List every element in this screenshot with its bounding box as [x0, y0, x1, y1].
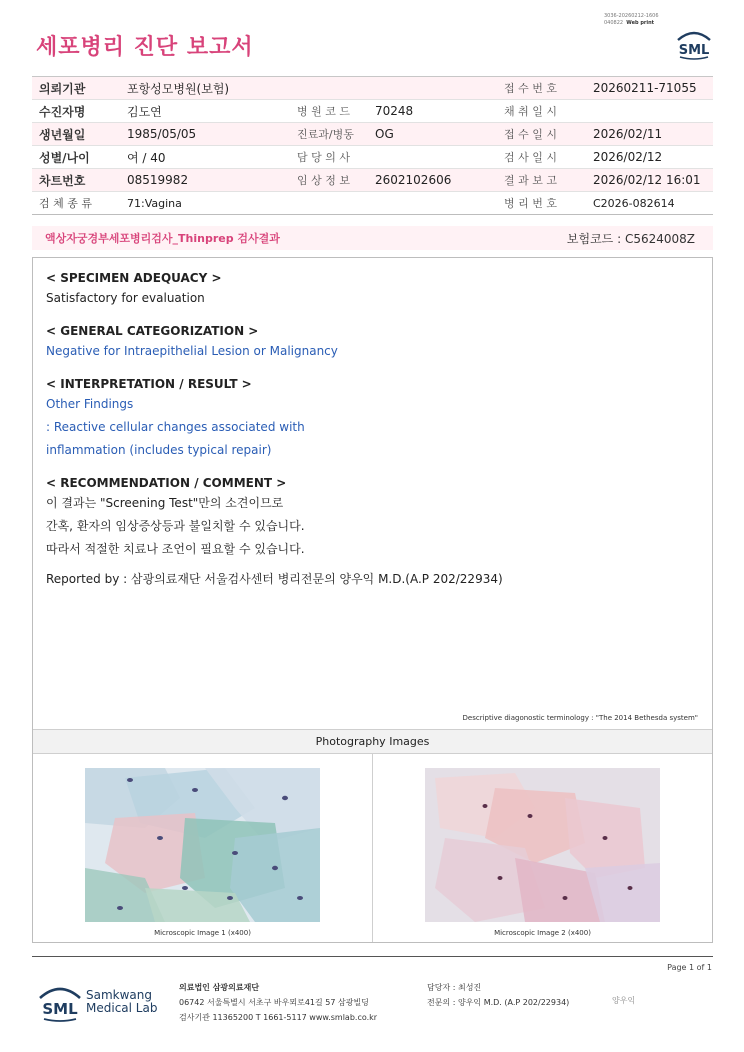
photo-cell-1 — [33, 754, 373, 942]
info-value: 08519982 — [127, 173, 189, 187]
image-2-caption: Microscopic Image 2 (x400) — [494, 929, 591, 937]
exam-title-bar — [32, 226, 713, 250]
info-label: 생년월일 — [39, 127, 86, 142]
interpretation-line: Other Findings — [46, 397, 134, 411]
print-mode: Web print — [626, 20, 655, 26]
recommendation-line: 따라서 적절한 치료나 조언이 필요할 수 있습니다. — [46, 542, 305, 556]
footer-logo-text: SML — [42, 1000, 78, 1018]
info-value — [375, 146, 499, 168]
page-number: Page 1 of 1 — [667, 963, 712, 972]
info-value: 2026/02/11 — [593, 127, 663, 141]
photo-cell-2 — [373, 754, 712, 942]
print-code-line1: 3036-20260212-1606 — [604, 13, 659, 19]
logo-text: SML — [678, 43, 710, 58]
corp-name: 의료법인 삼광의료재단 — [179, 983, 260, 992]
terminology-note: Descriptive diagonostic terminology : "The 2014 Bethesda system" — [462, 714, 698, 722]
info-label: 진료과/병동 — [297, 128, 354, 141]
info-label: 수진자명 — [39, 104, 86, 119]
interpretation-line: : Reactive cellular changes associated with — [46, 420, 305, 434]
info-label: 접 수 일 시 — [504, 128, 557, 141]
adequacy-heading: < SPECIMEN ADEQUACY > — [46, 271, 222, 285]
sml-logo-icon — [674, 28, 714, 60]
info-value: C2026-082614 — [593, 196, 675, 210]
recommendation-line: 이 결과는 "Screening Test"만의 소견이므로 — [46, 496, 284, 510]
category-heading: < GENERAL CATEGORIZATION > — [46, 324, 259, 338]
info-row — [32, 123, 713, 146]
footer-corp-info — [179, 980, 377, 1025]
print-code-line2: 040822 — [604, 20, 624, 26]
info-value: 2602102606 — [375, 173, 452, 187]
info-value — [593, 100, 713, 122]
info-label: 의뢰기관 — [39, 81, 86, 96]
info-label — [280, 77, 375, 99]
result-box — [32, 257, 713, 943]
info-row — [32, 192, 713, 215]
brand-line-2: Medical Lab — [86, 1001, 158, 1015]
info-value: 김도연 — [127, 104, 162, 119]
patient-info-table — [32, 76, 713, 215]
info-value: 20260211-71055 — [593, 81, 697, 95]
reported-by: Reported by : 삼광의료재단 서울검사센터 병리전문의 양우익 M.D.(A.P 202/22934) — [46, 572, 503, 586]
info-value: 1985/05/05 — [127, 127, 197, 141]
info-value: 여 / 40 — [127, 150, 166, 165]
corp-contact: 검사기관 11365200 T 1661-5117 www.smlab.co.kr — [179, 1013, 378, 1022]
info-row — [32, 169, 713, 192]
info-label: 병 리 번 호 — [504, 197, 557, 210]
microscopic-image-2[interactable] — [425, 768, 660, 922]
photo-section-header: Photography Images — [33, 729, 712, 754]
info-value: 포항성모병원(보험) — [127, 81, 230, 96]
info-value: 70248 — [375, 104, 414, 118]
category-text: Negative for Intraepithelial Lesion or Malignancy — [46, 344, 338, 358]
footer-brand — [86, 989, 157, 1015]
info-row — [32, 146, 713, 169]
info-row — [32, 77, 713, 100]
footer-sml-logo-icon — [36, 983, 84, 1023]
specialist-line: 전문의 : 양우익 M.D. (A.P 202/22934) — [427, 998, 570, 1007]
info-value: 2026/02/12 16:01 — [593, 173, 701, 187]
brand-line-1: Samkwang — [86, 988, 152, 1002]
info-value: 71:Vagina — [127, 196, 182, 210]
footer-staff-info — [427, 980, 569, 1010]
info-label: 검 체 종 류 — [39, 197, 92, 210]
footer-divider — [32, 956, 713, 957]
info-label: 결 과 보 고 — [504, 174, 557, 187]
exam-title: 액상자궁경부세포병리검사_Thinprep 검사결과 — [45, 232, 280, 245]
info-label: 성별/나이 — [39, 150, 90, 165]
recommendation-line: 간혹, 환자의 임상증상등과 불일치할 수 있습니다. — [46, 519, 305, 533]
info-value: 2026/02/12 — [593, 150, 663, 164]
info-label: 차트번호 — [39, 173, 86, 188]
info-value — [375, 77, 499, 99]
info-label: 접 수 번 호 — [504, 82, 557, 95]
staff-line: 담당자 : 최성진 — [427, 983, 482, 992]
microscopic-image-1[interactable] — [85, 768, 320, 922]
interpretation-heading: < INTERPRETATION / RESULT > — [46, 377, 252, 391]
info-label: 채 취 일 시 — [504, 105, 557, 118]
info-label: 담 당 의 사 — [297, 151, 350, 164]
page-title: 세포병리 진단 보고서 — [36, 35, 254, 60]
info-value — [375, 192, 499, 214]
info-row — [32, 100, 713, 123]
info-label: 검 사 일 시 — [504, 151, 557, 164]
adequacy-text: Satisfactory for evaluation — [46, 291, 205, 305]
info-value: OG — [375, 127, 394, 141]
corp-address: 06742 서울특별시 서초구 바우뫼로41길 57 삼광빌딩 — [179, 998, 369, 1007]
info-label: 병 원 코 드 — [297, 105, 350, 118]
interpretation-line: inflammation (includes typical repair) — [46, 443, 272, 457]
image-1-caption: Microscopic Image 1 (x400) — [154, 929, 251, 937]
print-code — [604, 13, 659, 27]
insurance-code: 보험코드 : C5624008Z — [566, 231, 695, 246]
info-label — [280, 192, 375, 214]
recommendation-heading: < RECOMMENDATION / COMMENT > — [46, 476, 287, 490]
signature: 양우익 — [612, 996, 636, 1005]
result-content — [46, 270, 696, 588]
info-label: 임 상 정 보 — [297, 174, 350, 187]
